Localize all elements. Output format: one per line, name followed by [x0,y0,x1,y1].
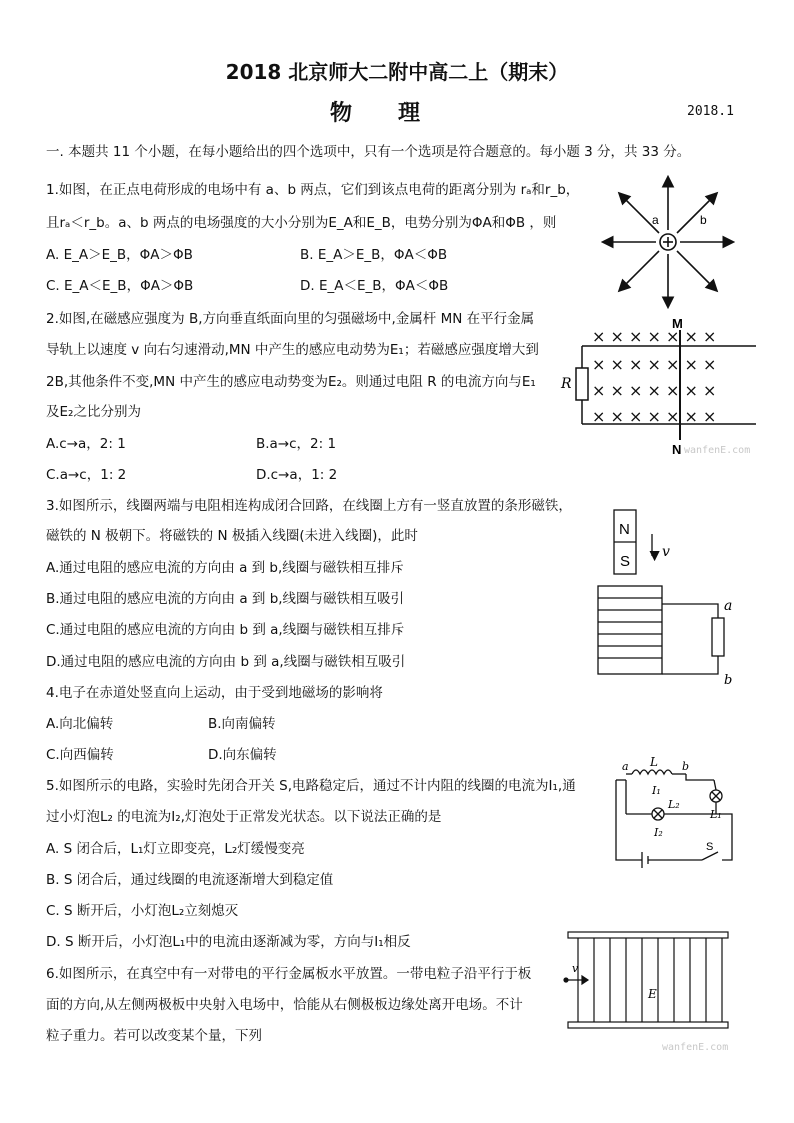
q6-stem-line2: 面的方向,从左侧两极板中央射入电场中，恰能从右侧极板边缘处离开电场。不计 [46,997,523,1013]
q2-option-c: C.a→c，1: 2 [46,467,127,483]
svg-text:× × × × × × ×: × × × × × × × [592,407,717,426]
field-lines [578,938,722,1022]
q1-option-c: C. E_A＜E_B，ΦA＞ΦB [46,278,194,294]
q1-option-a: A. E_A＞E_B，ΦA＞ΦB [46,247,193,263]
q2-stem-line2: 导轨上以速度 v 向右匀速滑动,MN 中产生的感应电动势为E₁；若磁感应强度增大到 [46,342,539,358]
field-line-downright [677,251,716,290]
q2-option-d: D.c→a，1: 2 [256,467,338,483]
top-plate [568,932,728,938]
figure-parallel-plates [558,926,760,1056]
q4-option-d: D.向东偏转 [208,747,277,763]
q2-option-a: A.c→a，2: 1 [46,436,126,452]
q1-option-d: D. E_A＜E_B，ΦA＜ΦB [300,278,449,294]
q2-option-b: B.a→c，2: 1 [256,436,337,452]
coil-resistor [712,618,724,656]
q6-stem-line1: 6.如图所示，在真空中有一对带电的平行金属板水平放置。一带电粒子沿平行于板 [46,966,532,982]
watermark-6: wanfenE.com [662,1042,729,1053]
terminal-a-label: a [724,598,733,614]
q5-stem-line1: 5.如图所示的电路，实验时先闭合开关 S,电路稳定后，通过不计内阻的线圈的电流为I₁,通 [46,778,576,794]
point-b-label: b [700,213,707,227]
svg-text:× × × × × × ×: × × × × × × × [592,327,717,346]
q4-option-a: A.向北偏转 [46,716,114,732]
q3-option-b: B.通过电阻的感应电流的方向由 a 到 b,线圈与磁铁相互吸引 [46,591,405,607]
watermark-2: wanfenE.com [684,445,751,456]
section-intro: 一. 本题共 11 个小题，在每小题给出的四个选项中，只有一个选项是符合题意的。每小题 3 分，共 33 分。 [46,144,691,160]
lamp-l2-label: L₂ [668,798,680,811]
subject-heading: 物理 [330,101,467,126]
switch-s-label: S [706,841,714,853]
resistor-r [576,368,588,400]
current-i2-label: I₂ [654,826,663,839]
switch-s [702,852,718,860]
bottom-plate [568,1022,728,1028]
figure-magnetic-rails [556,316,768,464]
q1-option-b: B. E_A＞E_B，ΦA＜ΦB [300,247,448,263]
field-e-label: E [648,987,657,1001]
q6-stem-line3: 粒子重力。若可以改变某个量，下列 [46,1028,262,1044]
q5-stem-line2: 过小灯泡L₂ 的电流为I₂,灯泡处于正常发光状态。以下说法正确的是 [46,809,442,825]
q3-stem-line2: 磁铁的 N 极朝下。将磁铁的 N 极插入线圈(未进入线圈)，此时 [46,528,418,544]
node-b-label: b [682,760,690,773]
field-line-upright [677,194,716,233]
velocity-v-label: v [572,962,579,975]
q4-option-c: C.向西偏转 [46,747,114,763]
q3-option-d: D.通过电阻的感应电流的方向由 b 到 a,线圈与磁铁相互吸引 [46,654,406,670]
lamp-l1-label: L₁ [710,808,722,821]
magnet-s-label: S [620,553,631,570]
q2-stem-line4: 及E₂之比分别为 [46,404,141,420]
q4-stem: 4.电子在赤道处竖直向上运动，由于受到地磁场的影响将 [46,685,383,701]
exam-date: 2018.1 [687,104,734,119]
q3-option-a: A.通过电阻的感应电流的方向由 a 到 b,线圈与磁铁相互排斥 [46,560,404,576]
label-r: R [561,376,572,392]
q5-option-c: C. S 断开后，小灯泡L₂立刻熄灭 [46,903,239,919]
velocity-label: v [662,544,670,560]
label-n: N [672,442,682,457]
q2-stem-line3: 2B,其他条件不变,MN 中产生的感应电动势变为E₂。则通过电阻 R 的电流方向与E₁ [46,374,536,390]
page-title: 2018 北京师大二附中高二上（期末） [225,60,569,84]
inductor-coil [632,770,672,774]
q2-stem-line1: 2.如图,在磁感应强度为 B,方向垂直纸面向里的匀强磁场中,金属杆 MN 在平行金属 [46,311,535,327]
label-m: M [672,316,683,331]
q5-option-a: A. S 闭合后，L₁灯立即变亮，L₂灯缓慢变亮 [46,841,305,857]
inductor-l-label: L [650,756,658,769]
svg-text:× × × × × × ×: × × × × × × × [592,355,717,374]
figure-magnet-coil [592,506,752,688]
point-a-label: a [652,213,659,227]
q5-option-b: B. S 闭合后，通过线圈的电流逐渐增大到稳定值 [46,872,334,888]
q1-stem-line1: 1.如图，在正点电荷形成的电场中有 a、b 两点，它们到该点电荷的距离分别为 rₐ和r_b， [46,182,580,198]
figure-inductor-circuit [602,756,752,882]
node-a-label: a [622,760,629,773]
magnet-n-label: N [619,521,630,538]
field-line-downleft [620,251,659,290]
current-i1-label: I₁ [652,784,661,797]
terminal-b-label: b [724,673,733,688]
q1-stem-line2: 且rₐ＜r_b。a、b 两点的电场强度的大小分别为E_A和E_B，电势分别为ΦA和ΦB ，则 [46,215,557,231]
charged-particle [564,978,568,982]
q3-option-c: C.通过电阻的感应电流的方向由 b 到 a,线圈与磁铁相互排斥 [46,622,405,638]
field-crosses [592,327,716,426]
q5-option-d: D. S 断开后，小灯泡L₁中的电流由逐渐减为零，方向与I₁相反 [46,934,411,950]
figure-point-charge-field [598,172,738,312]
q4-option-b: B.向南偏转 [208,716,276,732]
q3-stem-line1: 3.如图所示，线圈两端与电阻相连构成闭合回路，在线圈上方有一竖直放置的条形磁铁， [46,498,572,514]
coil [598,586,662,674]
svg-text:× × × × × × ×: × × × × × × × [592,381,717,400]
